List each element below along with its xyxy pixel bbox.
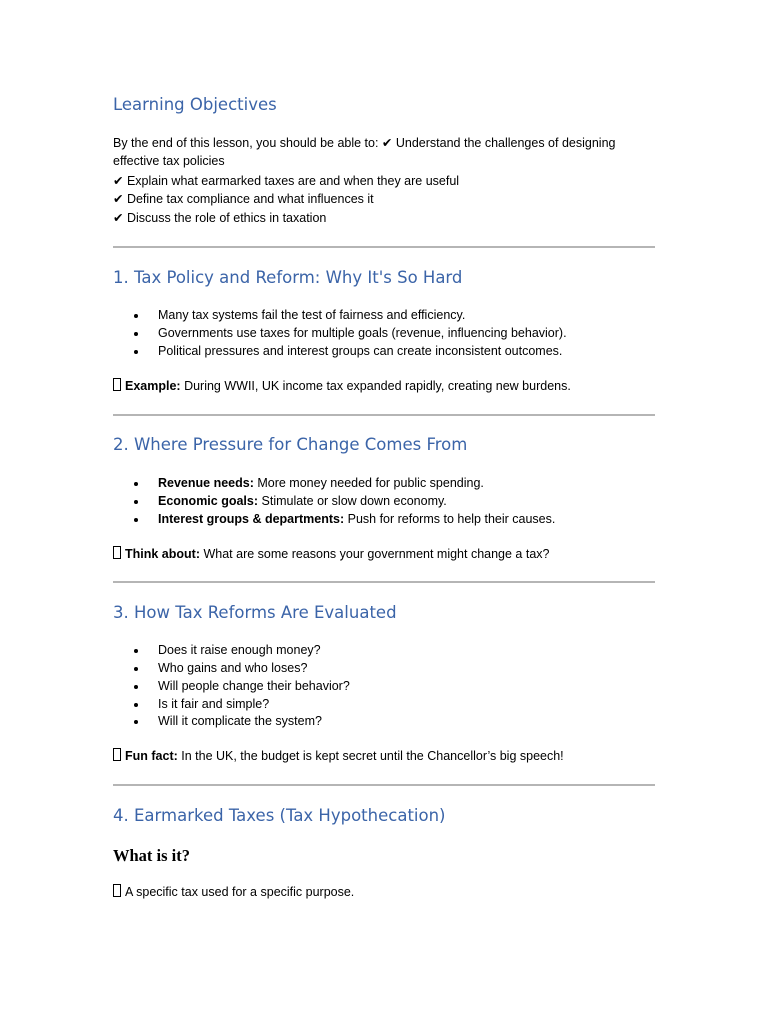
section1-title: 1. Tax Policy and Reform: Why It's So Hard xyxy=(113,268,463,287)
section3-title: 3. How Tax Reforms Are Evaluated xyxy=(113,603,397,622)
list-item-label: Interest groups & departments: xyxy=(158,512,345,526)
missing-glyph-icon xyxy=(113,378,121,391)
section-divider xyxy=(113,784,655,786)
bullet-dot xyxy=(134,685,138,689)
bullet-dot xyxy=(134,332,138,336)
note-text: A specific tax used for a specific purpose. xyxy=(125,885,355,899)
bullet-dot xyxy=(134,482,138,486)
list-item: Will it complicate the system? xyxy=(158,714,322,728)
section2-title: 2. Where Pressure for Change Comes From xyxy=(113,435,468,454)
definition-note xyxy=(113,883,354,901)
list-item-text: Stimulate or slow down economy. xyxy=(258,494,447,508)
bullet-dot xyxy=(134,350,138,354)
objectives-title: Learning Objectives xyxy=(113,95,277,114)
section4-subheading: What is it? xyxy=(113,846,191,865)
section4-title: 4. Earmarked Taxes (Tax Hypothecation) xyxy=(113,806,446,825)
missing-glyph-icon xyxy=(113,748,121,761)
section-divider xyxy=(113,414,655,416)
list-item xyxy=(158,474,484,492)
list-item xyxy=(158,510,555,528)
note-text: In the UK, the budget is kept secret until the Chancellor’s big speech! xyxy=(177,749,564,763)
bullet-dot xyxy=(134,518,138,522)
list-item: Does it raise enough money? xyxy=(158,643,321,657)
list-item: Governments use taxes for multiple goals (revenue, influencing behavior). xyxy=(158,326,567,340)
bullet-dot xyxy=(134,649,138,653)
objective-item: ✔ Explain what earmarked taxes are and when they are useful xyxy=(113,174,460,188)
objective-item: ✔ Discuss the role of ethics in taxation xyxy=(113,211,327,225)
objectives-intro-cont: effective tax policies xyxy=(113,154,225,168)
list-item: Who gains and who loses? xyxy=(158,661,308,675)
list-item-label: Economic goals: xyxy=(158,494,259,508)
objectives-intro: By the end of this lesson, you should be able to: ✔ Understand the challenges of designing xyxy=(113,136,616,150)
list-item xyxy=(158,492,447,510)
bullet-dot xyxy=(134,720,138,724)
section-divider xyxy=(113,581,655,583)
list-item: Will people change their behavior? xyxy=(158,679,350,693)
bullet-dot xyxy=(134,703,138,707)
missing-glyph-icon xyxy=(113,546,121,559)
list-item-text: Push for reforms to help their causes. xyxy=(344,512,556,526)
think-about-note xyxy=(113,545,550,563)
list-item: Many tax systems fail the test of fairness and efficiency. xyxy=(158,308,466,322)
section-divider xyxy=(113,246,655,248)
note-label: Fun fact: xyxy=(125,749,178,763)
note-text: What are some reasons your government might change a tax? xyxy=(200,547,550,561)
note-label: Example: xyxy=(125,379,181,393)
example-note xyxy=(113,377,571,395)
bullet-dot xyxy=(134,667,138,671)
note-label: Think about: xyxy=(125,547,200,561)
list-item-text: More money needed for public spending. xyxy=(253,476,484,490)
list-item-label: Revenue needs: xyxy=(158,476,254,490)
objective-item: ✔ Define tax compliance and what influences it xyxy=(113,192,374,206)
list-item: Is it fair and simple? xyxy=(158,697,270,711)
fun-fact-note xyxy=(113,747,564,765)
missing-glyph-icon xyxy=(113,884,121,897)
bullet-dot xyxy=(134,500,138,504)
bullet-dot xyxy=(134,314,138,318)
list-item: Political pressures and interest groups can create inconsistent outcomes. xyxy=(158,344,563,358)
note-text: During WWII, UK income tax expanded rapidly, creating new burdens. xyxy=(180,379,571,393)
